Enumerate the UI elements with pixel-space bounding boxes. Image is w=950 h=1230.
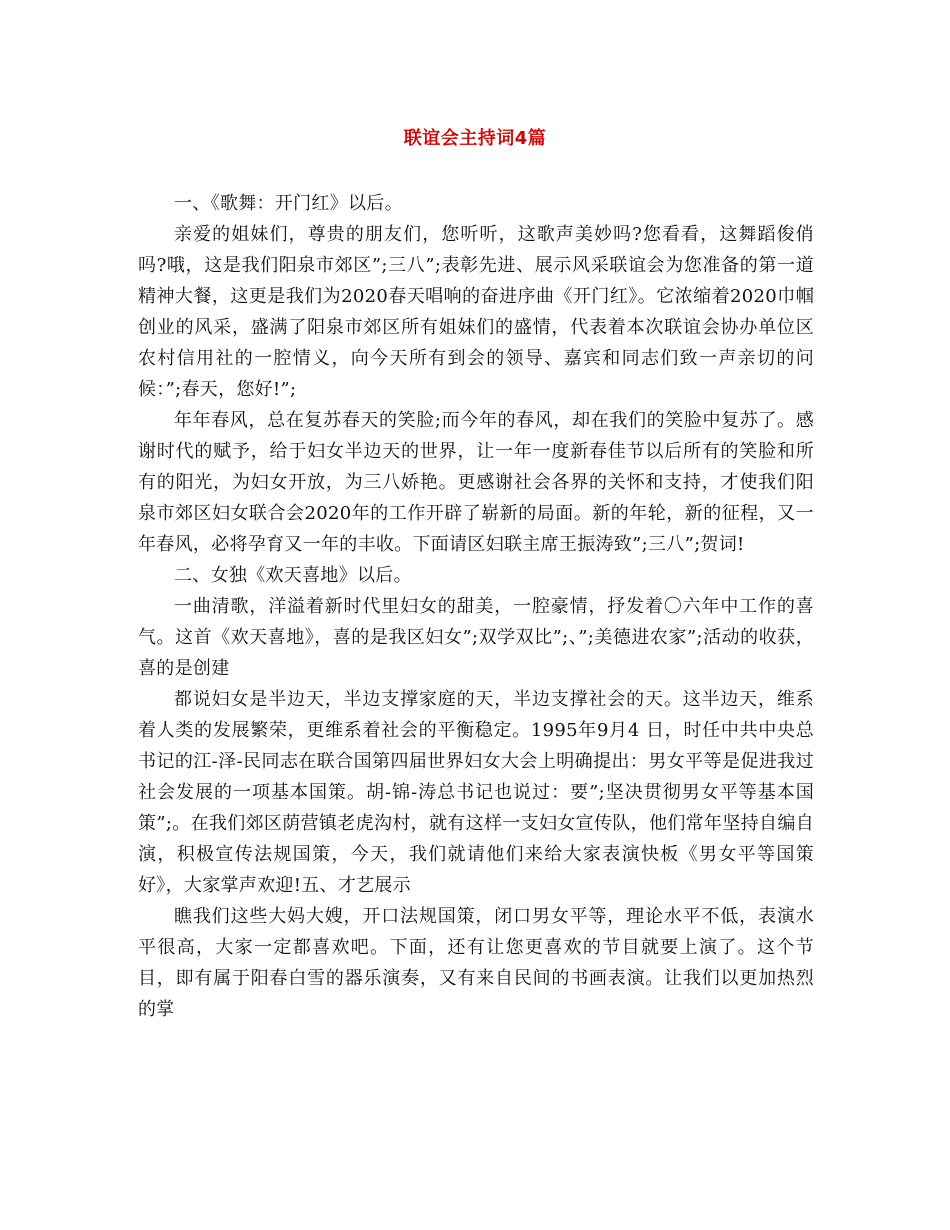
paragraph-6: 都说妇女是半边天，半边支撑家庭的天，半边支撑社会的天。这半边天，维系着人类的发展繁荣，更维系着社会的平衡稳定。1995年9月4 日，时任中共中央总书记的江-泽-民同志在联合国第四届世界妇女大会上明确提出：男女平等是促进我过社会发展的一项基本国策。胡-锦-涛总书记也说过：要”;坚决贯彻男女平等基本国策”;。在我们郊区荫营镇老虎沟村，就有这样一支妇女宣传队，他们常年坚持自编自演，积极宣传法规国策，今天，我们就请他们来给大家表演快板《男女平等国策好》，大家掌声欢迎!五、才艺展示 (138, 689, 814, 896)
paragraph-5: 一曲清歌，洋溢着新时代里妇女的甜美，一腔豪情，抒发着〇六年中工作的喜气。这首《欢天喜地》，喜的是我区妇女”;双学双比”;、”;美德进农家”;活动的收获，喜的是创建 (138, 596, 814, 679)
paragraph-3: 年年春风，总在复苏春天的笑脸;而今年的春风，却在我们的笑脸中复苏了。感谢时代的赋予，给于妇女半边天的世界，让一年一度新春佳节以后所有的笑脸和所有的阳光，为妇女开放，为三八娇艳。更感谢社会各界的关怀和支持，才使我们阳泉市郊区妇女联合会2020年的工作开辟了崭新的局面。新的年轮，新的征程，又一年春风，必将孕育又一年的丰收。下面请区妇联主席王振涛致”;三八”;贺词! (138, 410, 814, 555)
paragraph-4: 二、女独《欢天喜地》以后。 (174, 565, 412, 586)
paragraph-2: 亲爱的姐妹们，尊贵的朋友们，您听听，这歌声美妙吗?您看看，这舞蹈俊俏吗?哦，这是我们阳泉市郊区”;三八”;表彰先进、展示风采联谊会为您准备的第一道精神大餐，这更是我们为2020春天唱响的奋进序曲《开门红》。它浓缩着2020巾帼创业的风采，盛满了阳泉市郊区所有姐妹们的盛情，代表着本次联谊会协办单位区农村信用社的一腔情义，向今天所有到会的领导、嘉宾和同志们致一声亲切的问候：”;春天，您好!”; (138, 224, 814, 400)
document-title: 联谊会主持词4篇 (403, 128, 547, 149)
document-body (138, 188, 814, 1025)
paragraph-1: 一、《歌舞：开门红》以后。 (174, 193, 403, 214)
paragraph-7: 瞧我们这些大妈大嫂，开口法规国策，闭口男女平等，理论水平不低，表演水平很高，大家一定都喜欢吧。下面，还有让您更喜欢的节目就要上演了。这个节目，即有属于阳春白雪的器乐演奏，又有来自民间的书画表演。让我们以更加热烈的掌 (138, 906, 814, 1020)
